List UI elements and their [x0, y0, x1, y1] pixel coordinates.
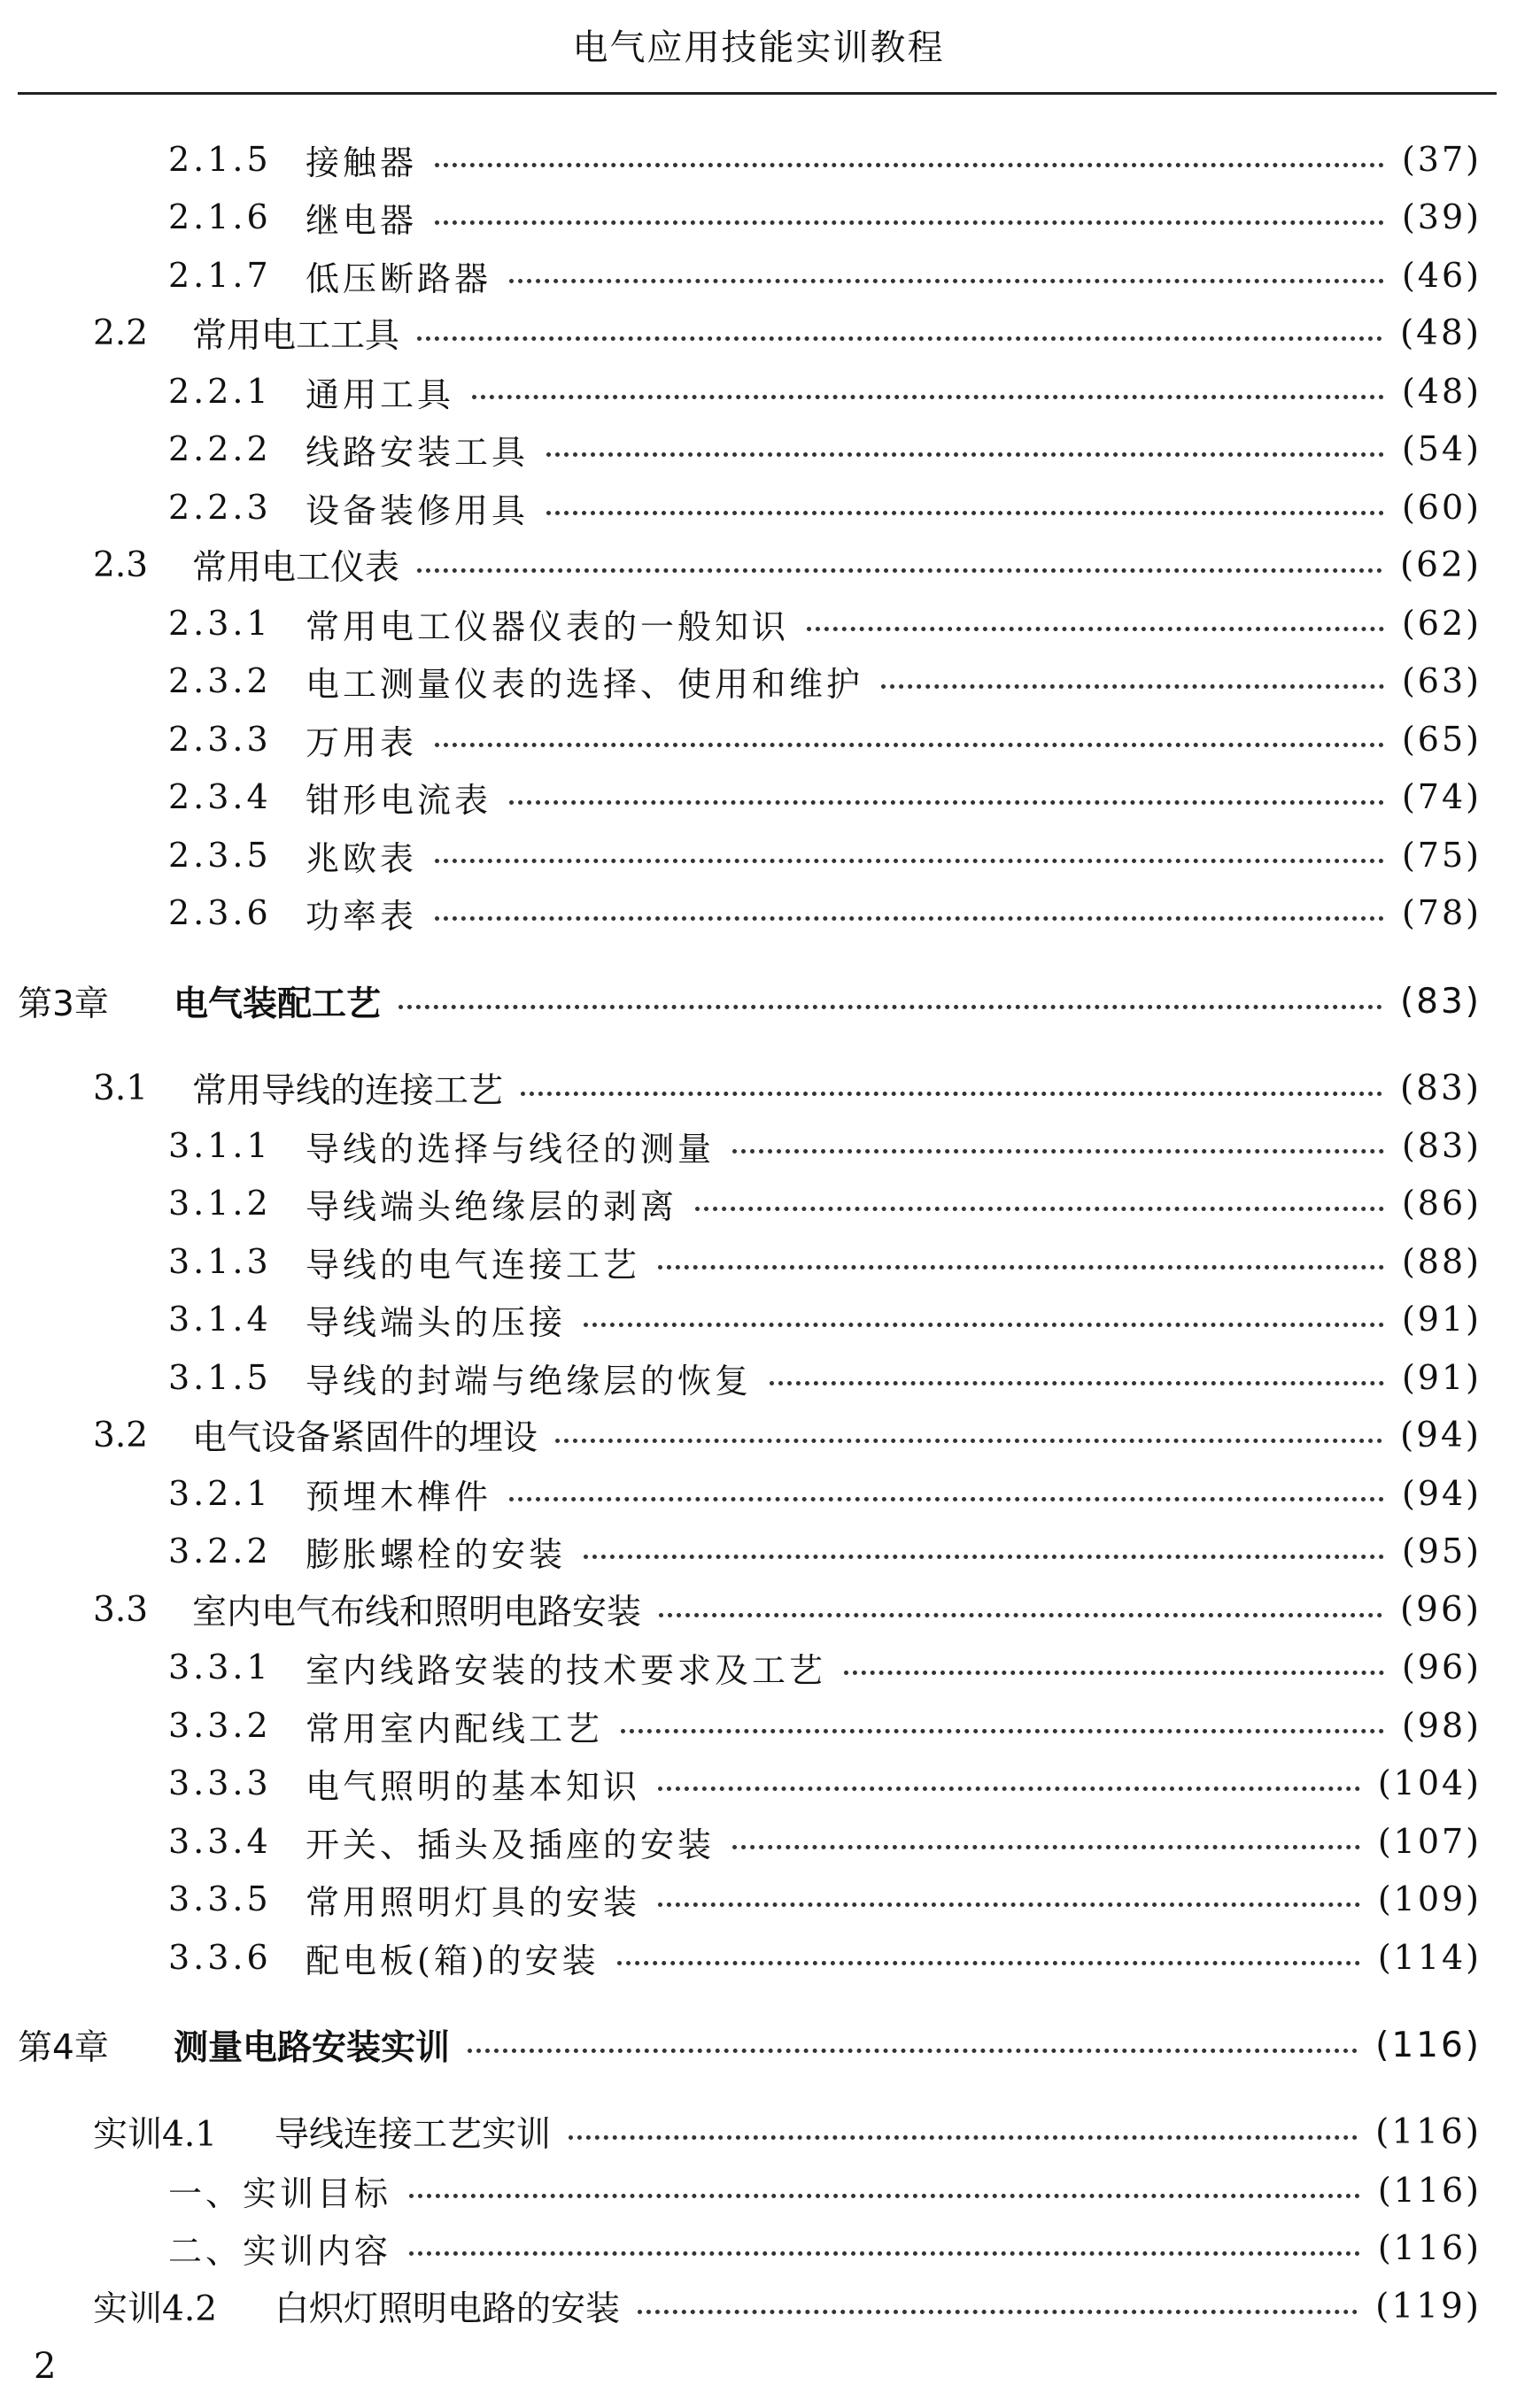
toc-entry-title: 导线的封端与绝缘层的恢复 — [306, 1361, 753, 1401]
toc-entry-title: 常用电工工具 — [192, 316, 400, 356]
toc-entry-page: (96) — [1399, 1589, 1482, 1630]
toc-entry-page: (94) — [1401, 1474, 1482, 1513]
dot-leader — [732, 1845, 1360, 1849]
toc-entry-page: (65) — [1401, 720, 1482, 759]
dot-leader — [435, 916, 1384, 921]
dot-leader — [844, 1671, 1384, 1675]
dot-leader — [417, 336, 1382, 341]
dot-leader — [509, 279, 1384, 283]
toc-entry-title: 室内线路安装的技术要求及工艺 — [306, 1650, 827, 1690]
toc-entry-title: 常用室内配线工艺 — [306, 1709, 604, 1748]
dot-leader — [569, 2135, 1358, 2140]
toc-entry[interactable] — [168, 1469, 1482, 1518]
toc-entry-title: 功率表 — [306, 896, 418, 936]
toc-entry-number: 3.1.2 — [168, 1184, 272, 1223]
running-header-title: 电气应用技能实训教程 — [572, 27, 945, 68]
toc-entry[interactable] — [168, 1933, 1482, 1982]
toc-entry[interactable] — [168, 251, 1482, 300]
toc-entry-number: 2.2.3 — [168, 488, 272, 527]
toc-entry-page: (88) — [1401, 1242, 1482, 1281]
toc-entry[interactable] — [168, 1121, 1482, 1170]
dot-leader — [658, 1787, 1360, 1791]
toc-entry-number: 2.3.1 — [168, 604, 272, 643]
toc-entry-number: 3.3.4 — [168, 1822, 272, 1861]
toc-entry-number: 3.1.4 — [168, 1300, 272, 1339]
toc-entry-number: 实训4.2 — [93, 2289, 218, 2329]
toc-entry-page: (116) — [1377, 2171, 1482, 2210]
toc-entry-number: 3.2.2 — [168, 1532, 272, 1571]
toc-entry-title: 常用电工仪表 — [192, 548, 400, 588]
toc-entry[interactable] — [168, 1353, 1482, 1402]
toc-training[interactable] — [93, 2281, 1482, 2331]
toc-section[interactable] — [93, 540, 1482, 590]
dot-leader — [468, 2049, 1358, 2053]
dot-leader — [417, 568, 1382, 573]
toc-entry-number: 2.2.2 — [168, 429, 272, 468]
toc-entry[interactable] — [168, 714, 1482, 764]
toc-chapter-number: 第4章 — [18, 2028, 109, 2068]
toc-section[interactable] — [93, 1410, 1482, 1460]
toc-entry-page: (48) — [1399, 313, 1482, 353]
page-number: 2 — [34, 2346, 57, 2387]
toc-chapter-title: 测量电路安装实训 — [174, 2028, 451, 2068]
toc-entry-number: 2.1.6 — [168, 197, 272, 236]
dot-leader — [546, 511, 1384, 515]
dot-leader — [617, 1961, 1360, 1965]
toc-entry-page: (39) — [1401, 197, 1482, 236]
toc-entry[interactable] — [168, 424, 1482, 474]
dot-leader — [658, 1902, 1360, 1907]
dot-leader — [807, 627, 1384, 631]
toc-chapter[interactable] — [18, 2020, 1482, 2070]
toc-entry-title: 电气设备紧固件的埋设 — [192, 1418, 538, 1458]
dot-leader — [435, 163, 1384, 167]
toc-entry-title: 常用电工仪器仪表的一般知识 — [306, 606, 790, 646]
toc-entry-page: (83) — [1399, 981, 1482, 1022]
toc-entry-title: 接触器 — [306, 143, 418, 182]
toc-entry-title: 设备装修用具 — [306, 490, 530, 530]
toc-entry-page: (104) — [1377, 1764, 1482, 1802]
dot-leader — [770, 1381, 1384, 1385]
toc-entry-title: 预埋木榫件 — [306, 1477, 492, 1517]
toc-entry-page: (62) — [1399, 544, 1482, 585]
toc-entry[interactable] — [168, 135, 1482, 184]
dot-leader — [881, 684, 1384, 689]
toc-entry-number: 3.3 — [93, 1589, 149, 1630]
toc-entry-page: (75) — [1401, 836, 1482, 875]
toc-entry[interactable] — [168, 830, 1482, 880]
toc-entry-number: 2.2.1 — [168, 372, 272, 411]
toc-entry-number: 3.1.5 — [168, 1358, 272, 1397]
toc-entry-page: (78) — [1401, 893, 1482, 932]
toc-entry-number: 2.1.5 — [168, 140, 272, 179]
dot-leader — [659, 1613, 1382, 1617]
dot-leader — [621, 1729, 1384, 1733]
toc-entry-page: (91) — [1401, 1358, 1482, 1397]
toc-entry[interactable] — [168, 367, 1482, 416]
dot-leader — [435, 743, 1384, 747]
toc-entry-page: (83) — [1399, 1068, 1482, 1108]
toc-entry-title: 白炽灯照明电路的安装 — [275, 2289, 621, 2329]
dot-leader — [695, 1207, 1384, 1211]
toc-entry[interactable] — [168, 772, 1482, 822]
toc-entry-title: 钳形电流表 — [306, 780, 492, 820]
toc-entry-page: (91) — [1401, 1300, 1482, 1339]
toc-entry-page: (37) — [1401, 140, 1482, 179]
toc-entry-number: 3.3.1 — [168, 1648, 272, 1686]
dot-leader — [546, 452, 1384, 457]
toc-entry-title: 低压断路器 — [306, 259, 492, 298]
toc-entry-page: (86) — [1401, 1184, 1482, 1223]
dot-leader — [732, 1149, 1384, 1154]
toc-entry-number: 2.3 — [93, 544, 149, 585]
toc-section[interactable] — [93, 1063, 1482, 1113]
toc-entry-title: 膨胀螺栓的安装 — [306, 1534, 567, 1574]
toc-training[interactable] — [93, 2107, 1482, 2157]
toc-entry-title: 导线的电气连接工艺 — [306, 1245, 641, 1285]
toc-entry-page: (63) — [1401, 661, 1482, 700]
toc-entry-title: 室内电气布线和照明电路安装 — [192, 1593, 642, 1632]
toc-entry[interactable] — [168, 1526, 1482, 1576]
dot-leader — [638, 2310, 1358, 2314]
toc-entry[interactable] — [168, 888, 1482, 938]
toc-entry-number: 2.3.3 — [168, 720, 272, 759]
toc-entry-page: (83) — [1401, 1126, 1482, 1165]
toc-entry[interactable] — [168, 482, 1482, 532]
toc-entry-page: (119) — [1375, 2286, 1482, 2327]
toc-entry-page: (116) — [1375, 2025, 1482, 2065]
toc-entry[interactable] — [168, 2165, 1482, 2215]
dot-leader — [472, 395, 1384, 399]
toc-entry-number: 3.2.1 — [168, 1474, 272, 1513]
toc-entry[interactable] — [168, 192, 1482, 242]
toc-entry[interactable] — [168, 2223, 1482, 2273]
toc-entry-title: 导线端头绝缘层的剥离 — [306, 1186, 678, 1226]
toc-entry[interactable] — [168, 1237, 1482, 1286]
dot-leader — [399, 1005, 1382, 1009]
toc-entry-number: 3.3.6 — [168, 1938, 272, 1977]
toc-entry-page: (62) — [1401, 604, 1482, 643]
toc-entry-page: (114) — [1377, 1938, 1482, 1977]
toc-entry-title: 万用表 — [306, 722, 418, 762]
dot-leader — [521, 1092, 1382, 1096]
toc-entry-page: (94) — [1399, 1415, 1482, 1455]
toc-entry-title: 电工测量仪表的选择、使用和维护 — [306, 664, 864, 704]
toc-entry-number: 3.3.3 — [168, 1764, 272, 1802]
toc-chapter-title: 电气装配工艺 — [174, 984, 382, 1024]
toc-entry-number: 3.1.1 — [168, 1126, 272, 1165]
toc-entry-number: 3.1.3 — [168, 1242, 272, 1281]
toc-entry[interactable] — [168, 1874, 1482, 1924]
dot-leader — [409, 2194, 1360, 2198]
toc-entry-number: 3.3.5 — [168, 1879, 272, 1918]
toc-entry-number: 2.2 — [93, 313, 149, 353]
toc-entry-page: (98) — [1401, 1706, 1482, 1745]
toc-entry-number: 3.2 — [93, 1415, 149, 1455]
toc-entry-title: 导线连接工艺实训 — [275, 2115, 552, 2155]
toc-entry-title: 一、实训目标 — [168, 2173, 392, 2213]
toc-entry-title: 常用照明灯具的安装 — [306, 1882, 641, 1922]
dot-leader — [584, 1323, 1384, 1327]
dot-leader — [509, 1497, 1384, 1501]
toc-entry[interactable] — [168, 1701, 1482, 1750]
dot-leader — [658, 1265, 1384, 1270]
toc-entry-page: (96) — [1401, 1648, 1482, 1686]
dot-leader — [584, 1555, 1384, 1559]
toc-entry-title: 电气照明的基本知识 — [306, 1766, 641, 1806]
toc-entry-page: (48) — [1401, 372, 1482, 411]
dot-leader — [435, 220, 1384, 225]
toc-entry[interactable] — [168, 1178, 1482, 1228]
toc-entry-title: 线路安装工具 — [306, 432, 530, 472]
toc-entry-title: 导线端头的压接 — [306, 1302, 567, 1342]
toc-chapter-number: 第3章 — [18, 984, 109, 1024]
toc-entry[interactable] — [168, 1817, 1482, 1866]
toc-entry-page: (46) — [1401, 256, 1482, 295]
toc-entry-title: 常用导线的连接工艺 — [192, 1071, 504, 1111]
toc-entry-number: 3.3.2 — [168, 1706, 272, 1745]
dot-leader — [435, 859, 1384, 863]
toc-entry[interactable] — [168, 598, 1482, 648]
toc-entry-page: (74) — [1401, 777, 1482, 816]
toc-entry-number: 2.1.7 — [168, 256, 272, 295]
toc-section[interactable] — [93, 308, 1482, 358]
dot-leader — [409, 2251, 1360, 2256]
toc-entry-page: (95) — [1401, 1532, 1482, 1571]
toc-entry-title: 兆欧表 — [306, 838, 418, 878]
toc-entry-title: 二、实训内容 — [168, 2231, 392, 2271]
toc-entry-title: 导线的选择与线径的测量 — [306, 1129, 716, 1169]
toc-entry-number: 2.3.6 — [168, 893, 272, 932]
toc-entry-number: 2.3.4 — [168, 777, 272, 816]
dot-leader — [555, 1439, 1382, 1443]
dot-leader — [509, 800, 1384, 805]
toc-chapter[interactable] — [18, 976, 1482, 1026]
toc-entry-number: 实训4.1 — [93, 2115, 218, 2155]
toc-entry-page: (116) — [1375, 2111, 1482, 2152]
toc-entry[interactable] — [168, 1642, 1482, 1692]
toc-entry-page: (109) — [1377, 1879, 1482, 1918]
toc-entry-page: (107) — [1377, 1822, 1482, 1861]
toc-entry-title: 继电器 — [306, 200, 418, 240]
toc-entry-number: 2.3.2 — [168, 661, 272, 700]
toc-entry-page: (60) — [1401, 488, 1482, 527]
toc-entry[interactable] — [168, 1758, 1482, 1808]
toc-entry-number: 2.3.5 — [168, 836, 272, 875]
toc-section[interactable] — [93, 1585, 1482, 1634]
toc-entry-title: 通用工具 — [306, 374, 455, 414]
toc-entry[interactable] — [168, 1294, 1482, 1344]
toc-entry[interactable] — [168, 656, 1482, 706]
toc-entry-page: (54) — [1401, 429, 1482, 468]
toc-entry-title: 配电板(箱)的安装 — [306, 1941, 600, 1980]
toc-entry-page: (116) — [1377, 2228, 1482, 2267]
toc-entry-number: 3.1 — [93, 1068, 149, 1108]
toc-entry-title: 开关、插头及插座的安装 — [306, 1825, 716, 1864]
